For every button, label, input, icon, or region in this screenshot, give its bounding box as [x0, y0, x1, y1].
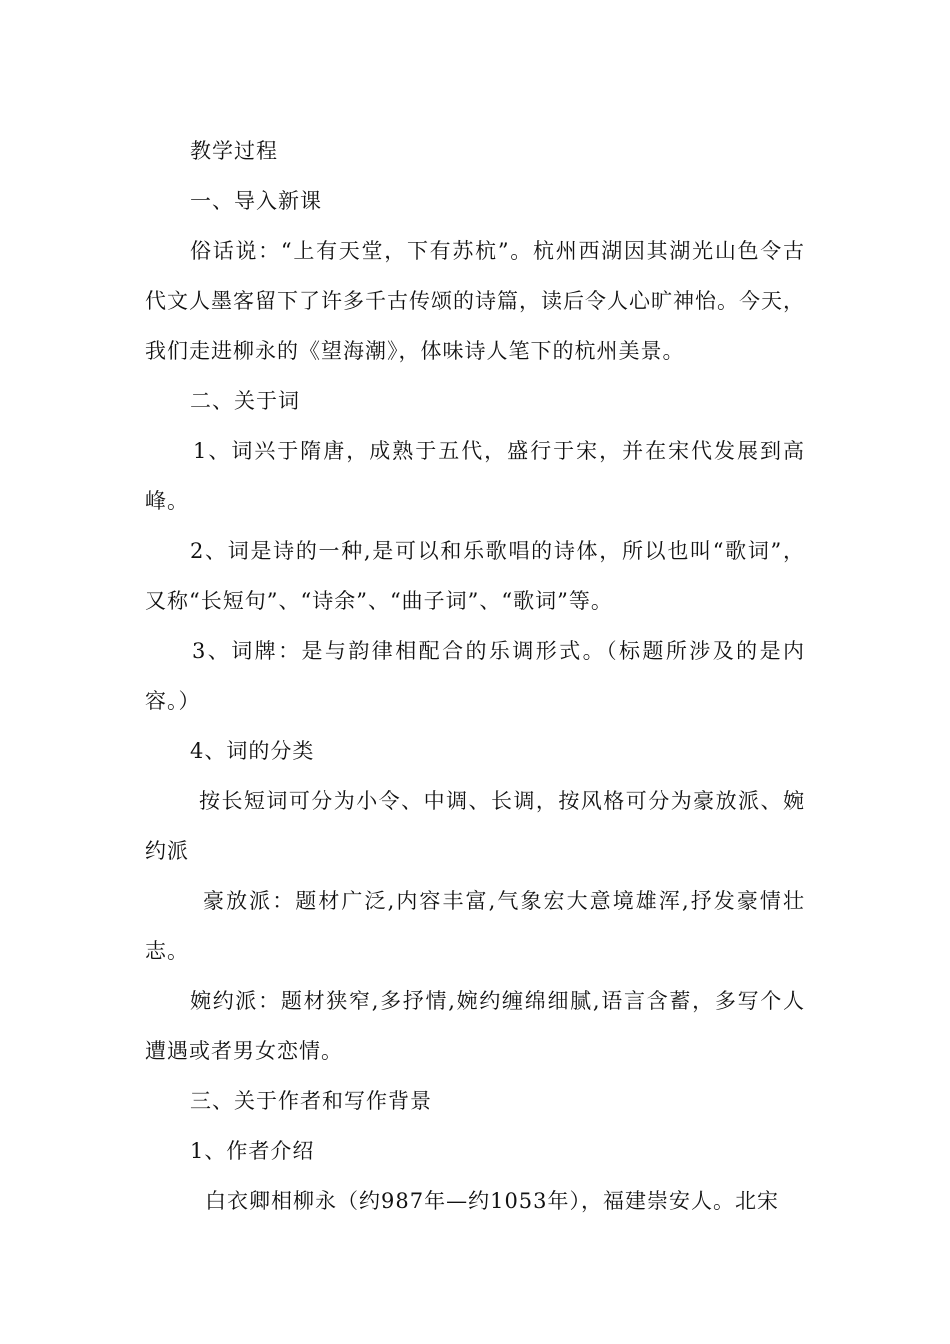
paragraph-ci-classification: 按长短词可分为小令、中调、长调，按风格可分为豪放派、婉约派	[145, 789, 805, 863]
section-heading-about-ci: 二、关于词	[190, 389, 300, 413]
paragraph-author-introduction: 白衣卿相柳永（约987年—约1053年），福建崇安人。北宋	[205, 1189, 780, 1213]
paragraph-haofang-school: 豪放派：题材广泛,内容丰富,气象宏大意境雄浑,抒发豪情壮志。	[145, 889, 805, 963]
section-heading-introduction: 一、导入新课	[190, 189, 322, 213]
subheading-author-introduction: 1、作者介绍	[190, 1139, 315, 1163]
paragraph-ci-point-1: 1、词兴于隋唐，成熟于五代，盛行于宋，并在宋代发展到高峰。	[145, 439, 805, 513]
paragraph-ci-point-2: 2、词是诗的一种,是可以和乐歌唱的诗体，所以也叫“歌词”，又称“长短句”、“诗余”、“曲子词”、“歌词”等。	[145, 539, 805, 613]
document-body	[145, 126, 805, 1226]
paragraph-ci-point-4: 4、词的分类	[190, 739, 315, 763]
paragraph-introduction: 俗话说：“上有天堂，下有苏杭”。杭州西湖因其湖光山色令古代文人墨客留下了许多千古传颂的诗篇，读后令人心旷神怡。今天，我们走进柳永的《望海潮》，体味诗人笔下的杭州美景。	[145, 239, 805, 363]
section-heading-teaching-process: 教学过程	[190, 139, 278, 163]
paragraph-wanyue-school: 婉约派：题材狭窄,多抒情,婉约缠绵细腻,语言含蓄，多写个人遭遇或者男女恋情。	[145, 989, 805, 1063]
paragraph-ci-point-3: 3、词牌：是与韵律相配合的乐调形式。（标题所涉及的是内容。）	[145, 639, 805, 713]
section-heading-author-background: 三、关于作者和写作背景	[190, 1089, 432, 1113]
